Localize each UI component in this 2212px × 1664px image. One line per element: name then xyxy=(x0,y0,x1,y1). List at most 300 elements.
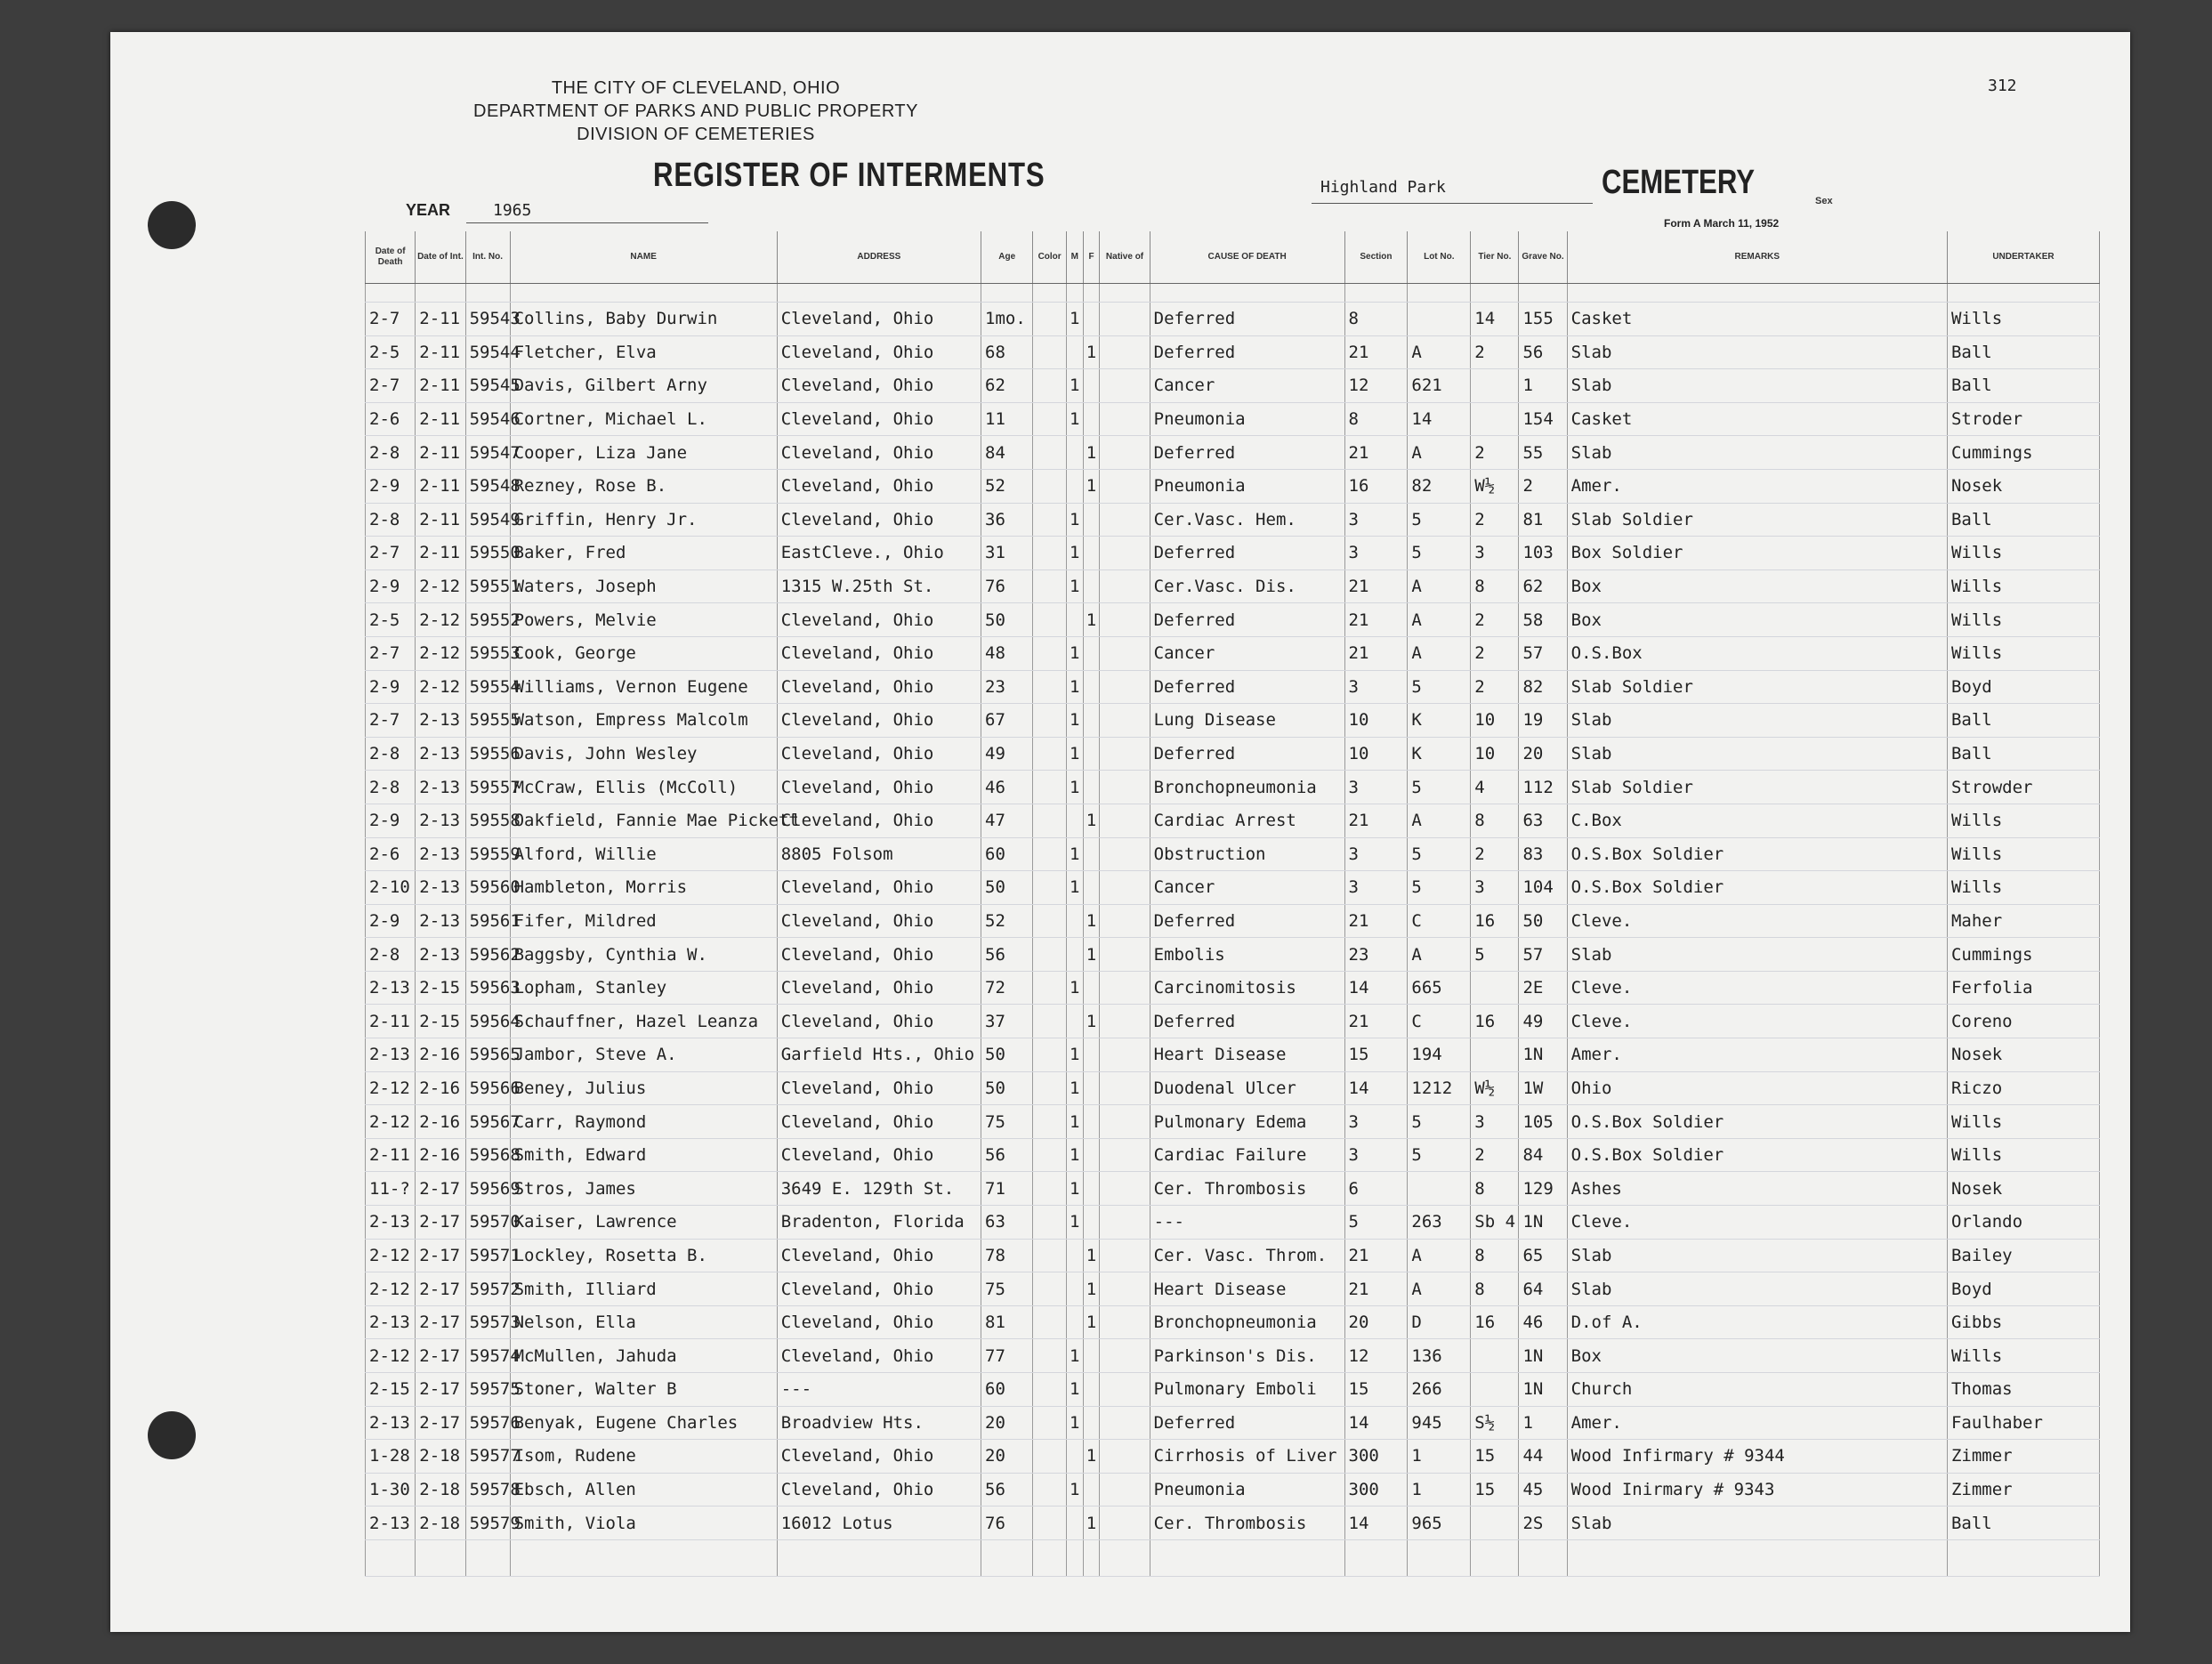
tier-number-cell: 10 xyxy=(1471,704,1519,738)
grave-number-cell: 112 xyxy=(1519,771,1567,804)
lot-number-cell: K xyxy=(1408,704,1471,738)
remarks-cell: Cleve. xyxy=(1567,1206,1947,1240)
date-of-int-cell: 2-11 xyxy=(416,436,465,470)
lot-number-cell: 945 xyxy=(1408,1406,1471,1440)
cause-of-death-cell: Bronchopneumonia xyxy=(1150,1305,1344,1339)
decedent-name-cell: Griffin, Henry Jr. xyxy=(510,503,777,537)
color-cell xyxy=(1033,1473,1067,1506)
date-of-death-cell: 2-13 xyxy=(366,1406,416,1440)
blank-cell xyxy=(1519,1539,1567,1576)
undertaker-cell: Wills xyxy=(1947,1138,2099,1172)
section-cell: 12 xyxy=(1344,1339,1408,1373)
lot-number-cell: 5 xyxy=(1408,670,1471,704)
color-cell xyxy=(1033,1506,1067,1540)
age-cell: 75 xyxy=(981,1272,1033,1306)
sex-male-cell xyxy=(1066,1440,1083,1474)
native-of-cell xyxy=(1100,1506,1150,1540)
cause-of-death-cell: Cer. Thrombosis xyxy=(1150,1172,1344,1206)
grave-number-cell: 49 xyxy=(1519,1005,1567,1038)
remarks-cell: Amer. xyxy=(1567,469,1947,503)
date-of-death-cell: 2-13 xyxy=(366,1206,416,1240)
undertaker-cell: Zimmer xyxy=(1947,1440,2099,1474)
date-of-int-cell: 2-11 xyxy=(416,469,465,503)
color-cell xyxy=(1033,1138,1067,1172)
lot-number-cell: 1212 xyxy=(1408,1071,1471,1105)
int-number-cell: 59543 xyxy=(465,303,510,336)
remarks-cell: Slab xyxy=(1567,369,1947,403)
date-of-int-cell: 2-11 xyxy=(416,537,465,570)
cause-of-death-cell: Heart Disease xyxy=(1150,1272,1344,1306)
table-row xyxy=(366,1038,2100,1072)
remarks-cell: O.S.Box Soldier xyxy=(1567,871,1947,905)
decedent-name-cell: Davis, John Wesley xyxy=(510,737,777,771)
cemetery-name: Highland Park xyxy=(1320,178,1446,197)
blank-cell xyxy=(1344,1539,1408,1576)
grave-number-cell: 46 xyxy=(1519,1305,1567,1339)
date-of-death-cell: 2-8 xyxy=(366,938,416,972)
lot-number-cell: A xyxy=(1408,603,1471,637)
sex-male-cell xyxy=(1066,469,1083,503)
color-cell xyxy=(1033,704,1067,738)
int-number-cell: 59579 xyxy=(465,1506,510,1540)
color-cell xyxy=(1033,537,1067,570)
grave-number-cell: 19 xyxy=(1519,704,1567,738)
address-cell: Cleveland, Ohio xyxy=(777,971,981,1005)
remarks-cell: Church xyxy=(1567,1373,1947,1407)
date-of-death-cell: 2-9 xyxy=(366,569,416,603)
date-of-death-cell: 2-11 xyxy=(366,1005,416,1038)
age-cell: 48 xyxy=(981,636,1033,670)
section-cell: 21 xyxy=(1344,603,1408,637)
decedent-name-cell: Kaiser, Lawrence xyxy=(510,1206,777,1240)
col-section: Section xyxy=(1344,231,1408,284)
address-cell: Broadview Hts. xyxy=(777,1406,981,1440)
table-row xyxy=(366,369,2100,403)
sex-male-cell xyxy=(1066,904,1083,938)
age-cell: 50 xyxy=(981,1038,1033,1072)
cause-of-death-cell: Bronchopneumonia xyxy=(1150,771,1344,804)
decedent-name-cell: Hambleton, Morris xyxy=(510,871,777,905)
sex-female-cell xyxy=(1083,1138,1100,1172)
tier-number-cell xyxy=(1471,1506,1519,1540)
date-of-death-cell: 2-12 xyxy=(366,1272,416,1306)
int-number-cell: 59576 xyxy=(465,1406,510,1440)
grave-number-cell: 58 xyxy=(1519,603,1567,637)
int-number-cell: 59549 xyxy=(465,503,510,537)
cause-of-death-cell: Pulmonary Edema xyxy=(1150,1105,1344,1139)
lot-number-cell: 136 xyxy=(1408,1339,1471,1373)
section-cell: 21 xyxy=(1344,804,1408,837)
address-cell: --- xyxy=(777,1373,981,1407)
sex-male-cell: 1 xyxy=(1066,1373,1083,1407)
native-of-cell xyxy=(1100,871,1150,905)
native-of-cell xyxy=(1100,1172,1150,1206)
remarks-cell: O.S.Box Soldier xyxy=(1567,1105,1947,1139)
lot-number-cell xyxy=(1408,303,1471,336)
native-of-cell xyxy=(1100,1206,1150,1240)
native-of-cell xyxy=(1100,537,1150,570)
grave-number-cell: 50 xyxy=(1519,904,1567,938)
sex-female-cell xyxy=(1083,569,1100,603)
decedent-name-cell: Waters, Joseph xyxy=(510,569,777,603)
cause-of-death-cell: Cardiac Arrest xyxy=(1150,804,1344,837)
decedent-name-cell: Jambor, Steve A. xyxy=(510,1038,777,1072)
sex-female-cell xyxy=(1083,1206,1100,1240)
address-cell: Cleveland, Ohio xyxy=(777,636,981,670)
table-row xyxy=(366,1440,2100,1474)
date-of-death-cell: 2-13 xyxy=(366,1305,416,1339)
undertaker-cell: Coreno xyxy=(1947,1005,2099,1038)
cause-of-death-cell: Deferred xyxy=(1150,1005,1344,1038)
section-cell: 5 xyxy=(1344,1206,1408,1240)
sex-female-cell xyxy=(1083,1071,1100,1105)
date-of-int-cell: 2-12 xyxy=(416,603,465,637)
color-cell xyxy=(1033,569,1067,603)
lot-number-cell: 194 xyxy=(1408,1038,1471,1072)
table-row xyxy=(366,1506,2100,1540)
int-number-cell: 59558 xyxy=(465,804,510,837)
cemetery-underline xyxy=(1312,203,1593,204)
lot-number-cell: 5 xyxy=(1408,537,1471,570)
remarks-cell: Amer. xyxy=(1567,1038,1947,1072)
cause-of-death-cell: Deferred xyxy=(1150,737,1344,771)
sex-male-cell xyxy=(1066,335,1083,369)
date-of-death-cell: 2-7 xyxy=(366,303,416,336)
lot-number-cell: 5 xyxy=(1408,871,1471,905)
sex-male-cell: 1 xyxy=(1066,737,1083,771)
section-cell: 21 xyxy=(1344,436,1408,470)
sex-male-cell: 1 xyxy=(1066,1071,1083,1105)
section-cell: 21 xyxy=(1344,1005,1408,1038)
lot-number-cell: 5 xyxy=(1408,1138,1471,1172)
sex-female-cell xyxy=(1083,636,1100,670)
native-of-cell xyxy=(1100,1373,1150,1407)
table-row xyxy=(366,1138,2100,1172)
col-remarks: REMARKS xyxy=(1567,231,1947,284)
decedent-name-cell: Cortner, Michael L. xyxy=(510,402,777,436)
age-cell: 52 xyxy=(981,469,1033,503)
grave-number-cell: 65 xyxy=(1519,1239,1567,1272)
section-cell: 15 xyxy=(1344,1373,1408,1407)
tier-number-cell: 2 xyxy=(1471,335,1519,369)
remarks-cell: Cleve. xyxy=(1567,1005,1947,1038)
city-name: THE CITY OF CLEVELAND, OHIO xyxy=(551,78,841,98)
date-of-death-cell: 2-13 xyxy=(366,971,416,1005)
decedent-name-cell: Lockley, Rosetta B. xyxy=(510,1239,777,1272)
native-of-cell xyxy=(1100,469,1150,503)
section-cell: 3 xyxy=(1344,871,1408,905)
date-of-death-cell: 2-12 xyxy=(366,1339,416,1373)
sex-male-cell: 1 xyxy=(1066,1406,1083,1440)
color-cell xyxy=(1033,1172,1067,1206)
undertaker-cell: Wills xyxy=(1947,569,2099,603)
sex-male-cell: 1 xyxy=(1066,771,1083,804)
int-number-cell: 59570 xyxy=(465,1206,510,1240)
cemetery-label: CEMETERY xyxy=(1602,164,1755,201)
undertaker-cell: Nosek xyxy=(1947,1038,2099,1072)
tier-number-cell: 15 xyxy=(1471,1473,1519,1506)
date-of-int-cell: 2-17 xyxy=(416,1172,465,1206)
remarks-cell: D.of A. xyxy=(1567,1305,1947,1339)
undertaker-cell: Ball xyxy=(1947,737,2099,771)
date-of-int-cell: 2-15 xyxy=(416,1005,465,1038)
sex-male-cell: 1 xyxy=(1066,503,1083,537)
table-row xyxy=(366,1272,2100,1306)
sex-female-cell: 1 xyxy=(1083,436,1100,470)
remarks-cell: Slab xyxy=(1567,436,1947,470)
age-cell: 50 xyxy=(981,1071,1033,1105)
lot-number-cell: 1 xyxy=(1408,1473,1471,1506)
section-cell: 14 xyxy=(1344,971,1408,1005)
int-number-cell: 59574 xyxy=(465,1339,510,1373)
lot-number-cell: 263 xyxy=(1408,1206,1471,1240)
date-of-int-cell: 2-13 xyxy=(416,904,465,938)
blank-cell xyxy=(777,1539,981,1576)
sex-male-cell: 1 xyxy=(1066,402,1083,436)
sex-female-cell xyxy=(1083,1105,1100,1139)
color-cell xyxy=(1033,670,1067,704)
col-cause: CAUSE OF DEATH xyxy=(1150,231,1344,284)
lot-number-cell: A xyxy=(1408,1239,1471,1272)
date-of-death-cell: 2-9 xyxy=(366,670,416,704)
section-cell: 6 xyxy=(1344,1172,1408,1206)
tier-number-cell xyxy=(1471,1038,1519,1072)
table-row xyxy=(366,771,2100,804)
color-cell xyxy=(1033,1239,1067,1272)
department-heading xyxy=(464,77,927,146)
decedent-name-cell: Isom, Rudene xyxy=(510,1440,777,1474)
lot-number-cell xyxy=(1408,1172,1471,1206)
table-row xyxy=(366,938,2100,972)
grave-number-cell: 63 xyxy=(1519,804,1567,837)
table-row xyxy=(366,1206,2100,1240)
address-cell: Cleveland, Ohio xyxy=(777,436,981,470)
cause-of-death-cell: Pneumonia xyxy=(1150,1473,1344,1506)
sex-female-cell: 1 xyxy=(1083,603,1100,637)
blank-cell xyxy=(510,1539,777,1576)
date-of-death-cell: 2-7 xyxy=(366,704,416,738)
lot-number-cell: 14 xyxy=(1408,402,1471,436)
age-cell: 20 xyxy=(981,1406,1033,1440)
decedent-name-cell: McMullen, Jahuda xyxy=(510,1339,777,1373)
tier-number-cell: 2 xyxy=(1471,503,1519,537)
sex-female-cell: 1 xyxy=(1083,904,1100,938)
sex-male-cell xyxy=(1066,1272,1083,1306)
tier-number-cell: 16 xyxy=(1471,1005,1519,1038)
undertaker-cell: Wills xyxy=(1947,837,2099,871)
tier-number-cell: S½ xyxy=(1471,1406,1519,1440)
color-cell xyxy=(1033,1272,1067,1306)
date-of-int-cell: 2-16 xyxy=(416,1071,465,1105)
undertaker-cell: Maher xyxy=(1947,904,2099,938)
tier-number-cell: 16 xyxy=(1471,904,1519,938)
sex-male-cell xyxy=(1066,1506,1083,1540)
table-row xyxy=(366,704,2100,738)
grave-number-cell: 1N xyxy=(1519,1339,1567,1373)
cause-of-death-cell: Deferred xyxy=(1150,537,1344,570)
undertaker-cell: Faulhaber xyxy=(1947,1406,2099,1440)
grave-number-cell: 56 xyxy=(1519,335,1567,369)
age-cell: 50 xyxy=(981,603,1033,637)
age-cell: 71 xyxy=(981,1172,1033,1206)
decedent-name-cell: Watson, Empress Malcolm xyxy=(510,704,777,738)
remarks-cell: Casket xyxy=(1567,402,1947,436)
cause-of-death-cell: --- xyxy=(1150,1206,1344,1240)
int-number-cell: 59566 xyxy=(465,1071,510,1105)
table-row xyxy=(366,904,2100,938)
age-cell: 60 xyxy=(981,1373,1033,1407)
native-of-cell xyxy=(1100,670,1150,704)
native-of-cell xyxy=(1100,603,1150,637)
remarks-cell: Slab xyxy=(1567,1272,1947,1306)
section-cell: 12 xyxy=(1344,369,1408,403)
section-cell: 3 xyxy=(1344,503,1408,537)
tier-number-cell: 10 xyxy=(1471,737,1519,771)
section-cell: 20 xyxy=(1344,1305,1408,1339)
section-cell: 3 xyxy=(1344,670,1408,704)
blank-cell xyxy=(1150,1539,1344,1576)
int-number-cell: 59559 xyxy=(465,837,510,871)
int-number-cell: 59553 xyxy=(465,636,510,670)
address-cell: Cleveland, Ohio xyxy=(777,603,981,637)
cause-of-death-cell: Cer. Vasc. Throm. xyxy=(1150,1239,1344,1272)
color-cell xyxy=(1033,1373,1067,1407)
address-cell: Cleveland, Ohio xyxy=(777,1105,981,1139)
date-of-int-cell: 2-15 xyxy=(416,971,465,1005)
binder-hole-top xyxy=(148,201,196,249)
decedent-name-cell: Cook, George xyxy=(510,636,777,670)
address-cell: Cleveland, Ohio xyxy=(777,1339,981,1373)
int-number-cell: 59552 xyxy=(465,603,510,637)
register-sheet xyxy=(110,32,2130,1632)
address-cell: 1315 W.25th St. xyxy=(777,569,981,603)
sex-female-cell xyxy=(1083,303,1100,336)
date-of-int-cell: 2-11 xyxy=(416,369,465,403)
color-cell xyxy=(1033,1406,1067,1440)
address-cell: 8805 Folsom xyxy=(777,837,981,871)
grave-number-cell: 81 xyxy=(1519,503,1567,537)
native-of-cell xyxy=(1100,569,1150,603)
undertaker-cell: Nosek xyxy=(1947,469,2099,503)
native-of-cell xyxy=(1100,1239,1150,1272)
age-cell: 36 xyxy=(981,503,1033,537)
address-cell: Cleveland, Ohio xyxy=(777,402,981,436)
cause-of-death-cell: Cancer xyxy=(1150,636,1344,670)
blank-cell xyxy=(1471,1539,1519,1576)
address-cell: 16012 Lotus xyxy=(777,1506,981,1540)
decedent-name-cell: Baker, Fred xyxy=(510,537,777,570)
int-number-cell: 59562 xyxy=(465,938,510,972)
color-cell xyxy=(1033,1105,1067,1139)
grave-number-cell: 1 xyxy=(1519,1406,1567,1440)
decedent-name-cell: Stros, James xyxy=(510,1172,777,1206)
age-cell: 11 xyxy=(981,402,1033,436)
sex-male-cell: 1 xyxy=(1066,537,1083,570)
undertaker-cell: Zimmer xyxy=(1947,1473,2099,1506)
tier-number-cell: 8 xyxy=(1471,569,1519,603)
blank-cell xyxy=(1066,1539,1083,1576)
address-cell: Cleveland, Ohio xyxy=(777,469,981,503)
date-of-int-cell: 2-11 xyxy=(416,503,465,537)
int-number-cell: 59568 xyxy=(465,1138,510,1172)
undertaker-cell: Wills xyxy=(1947,871,2099,905)
address-cell: Cleveland, Ohio xyxy=(777,904,981,938)
age-cell: 31 xyxy=(981,537,1033,570)
address-cell: Cleveland, Ohio xyxy=(777,1071,981,1105)
lot-number-cell: 5 xyxy=(1408,771,1471,804)
int-number-cell: 59561 xyxy=(465,904,510,938)
grave-number-cell: 129 xyxy=(1519,1172,1567,1206)
address-cell: 3649 E. 129th St. xyxy=(777,1172,981,1206)
cause-of-death-cell: Deferred xyxy=(1150,303,1344,336)
tier-number-cell xyxy=(1471,369,1519,403)
table-row xyxy=(366,1373,2100,1407)
cause-of-death-cell: Cancer xyxy=(1150,369,1344,403)
address-cell: Cleveland, Ohio xyxy=(777,303,981,336)
remarks-cell: Ashes xyxy=(1567,1172,1947,1206)
table-row xyxy=(366,537,2100,570)
age-cell: 49 xyxy=(981,737,1033,771)
native-of-cell xyxy=(1100,436,1150,470)
undertaker-cell: Riczo xyxy=(1947,1071,2099,1105)
color-cell xyxy=(1033,1071,1067,1105)
sex-female-cell xyxy=(1083,771,1100,804)
cause-of-death-cell: Parkinson's Dis. xyxy=(1150,1339,1344,1373)
date-of-death-cell: 2-12 xyxy=(366,1239,416,1272)
decedent-name-cell: Oakfield, Fannie Mae Pickett xyxy=(510,804,777,837)
decedent-name-cell: Alford, Willie xyxy=(510,837,777,871)
remarks-cell: Slab Soldier xyxy=(1567,771,1947,804)
tier-number-cell: Sb 4 xyxy=(1471,1206,1519,1240)
decedent-name-cell: Fletcher, Elva xyxy=(510,335,777,369)
int-number-cell: 59569 xyxy=(465,1172,510,1206)
date-of-death-cell: 2-12 xyxy=(366,1105,416,1139)
section-cell: 23 xyxy=(1344,938,1408,972)
remarks-cell: O.S.Box Soldier xyxy=(1567,837,1947,871)
table-row xyxy=(366,603,2100,637)
int-number-cell: 59577 xyxy=(465,1440,510,1474)
cause-of-death-cell: Pulmonary Emboli xyxy=(1150,1373,1344,1407)
cause-of-death-cell: Heart Disease xyxy=(1150,1038,1344,1072)
cause-of-death-cell: Deferred xyxy=(1150,1406,1344,1440)
cause-of-death-cell: Deferred xyxy=(1150,436,1344,470)
color-cell xyxy=(1033,335,1067,369)
native-of-cell xyxy=(1100,335,1150,369)
sex-male-cell xyxy=(1066,1005,1083,1038)
native-of-cell xyxy=(1100,1038,1150,1072)
year-value: 1965 xyxy=(493,201,532,220)
int-number-cell: 59556 xyxy=(465,737,510,771)
table-row xyxy=(366,737,2100,771)
date-of-int-cell: 2-18 xyxy=(416,1473,465,1506)
section-cell: 21 xyxy=(1344,569,1408,603)
int-number-cell: 59544 xyxy=(465,335,510,369)
date-of-int-cell: 2-12 xyxy=(416,569,465,603)
table-body xyxy=(366,284,2100,1577)
sex-male-cell xyxy=(1066,938,1083,972)
grave-number-cell: 44 xyxy=(1519,1440,1567,1474)
address-cell: Cleveland, Ohio xyxy=(777,369,981,403)
remarks-cell: O.S.Box xyxy=(1567,636,1947,670)
tier-number-cell: 4 xyxy=(1471,771,1519,804)
cause-of-death-cell: Pneumonia xyxy=(1150,469,1344,503)
tier-number-cell: 8 xyxy=(1471,1272,1519,1306)
date-of-int-cell: 2-13 xyxy=(416,704,465,738)
remarks-cell: Slab xyxy=(1567,938,1947,972)
sex-male-cell: 1 xyxy=(1066,1473,1083,1506)
color-cell xyxy=(1033,636,1067,670)
sex-female-cell: 1 xyxy=(1083,804,1100,837)
